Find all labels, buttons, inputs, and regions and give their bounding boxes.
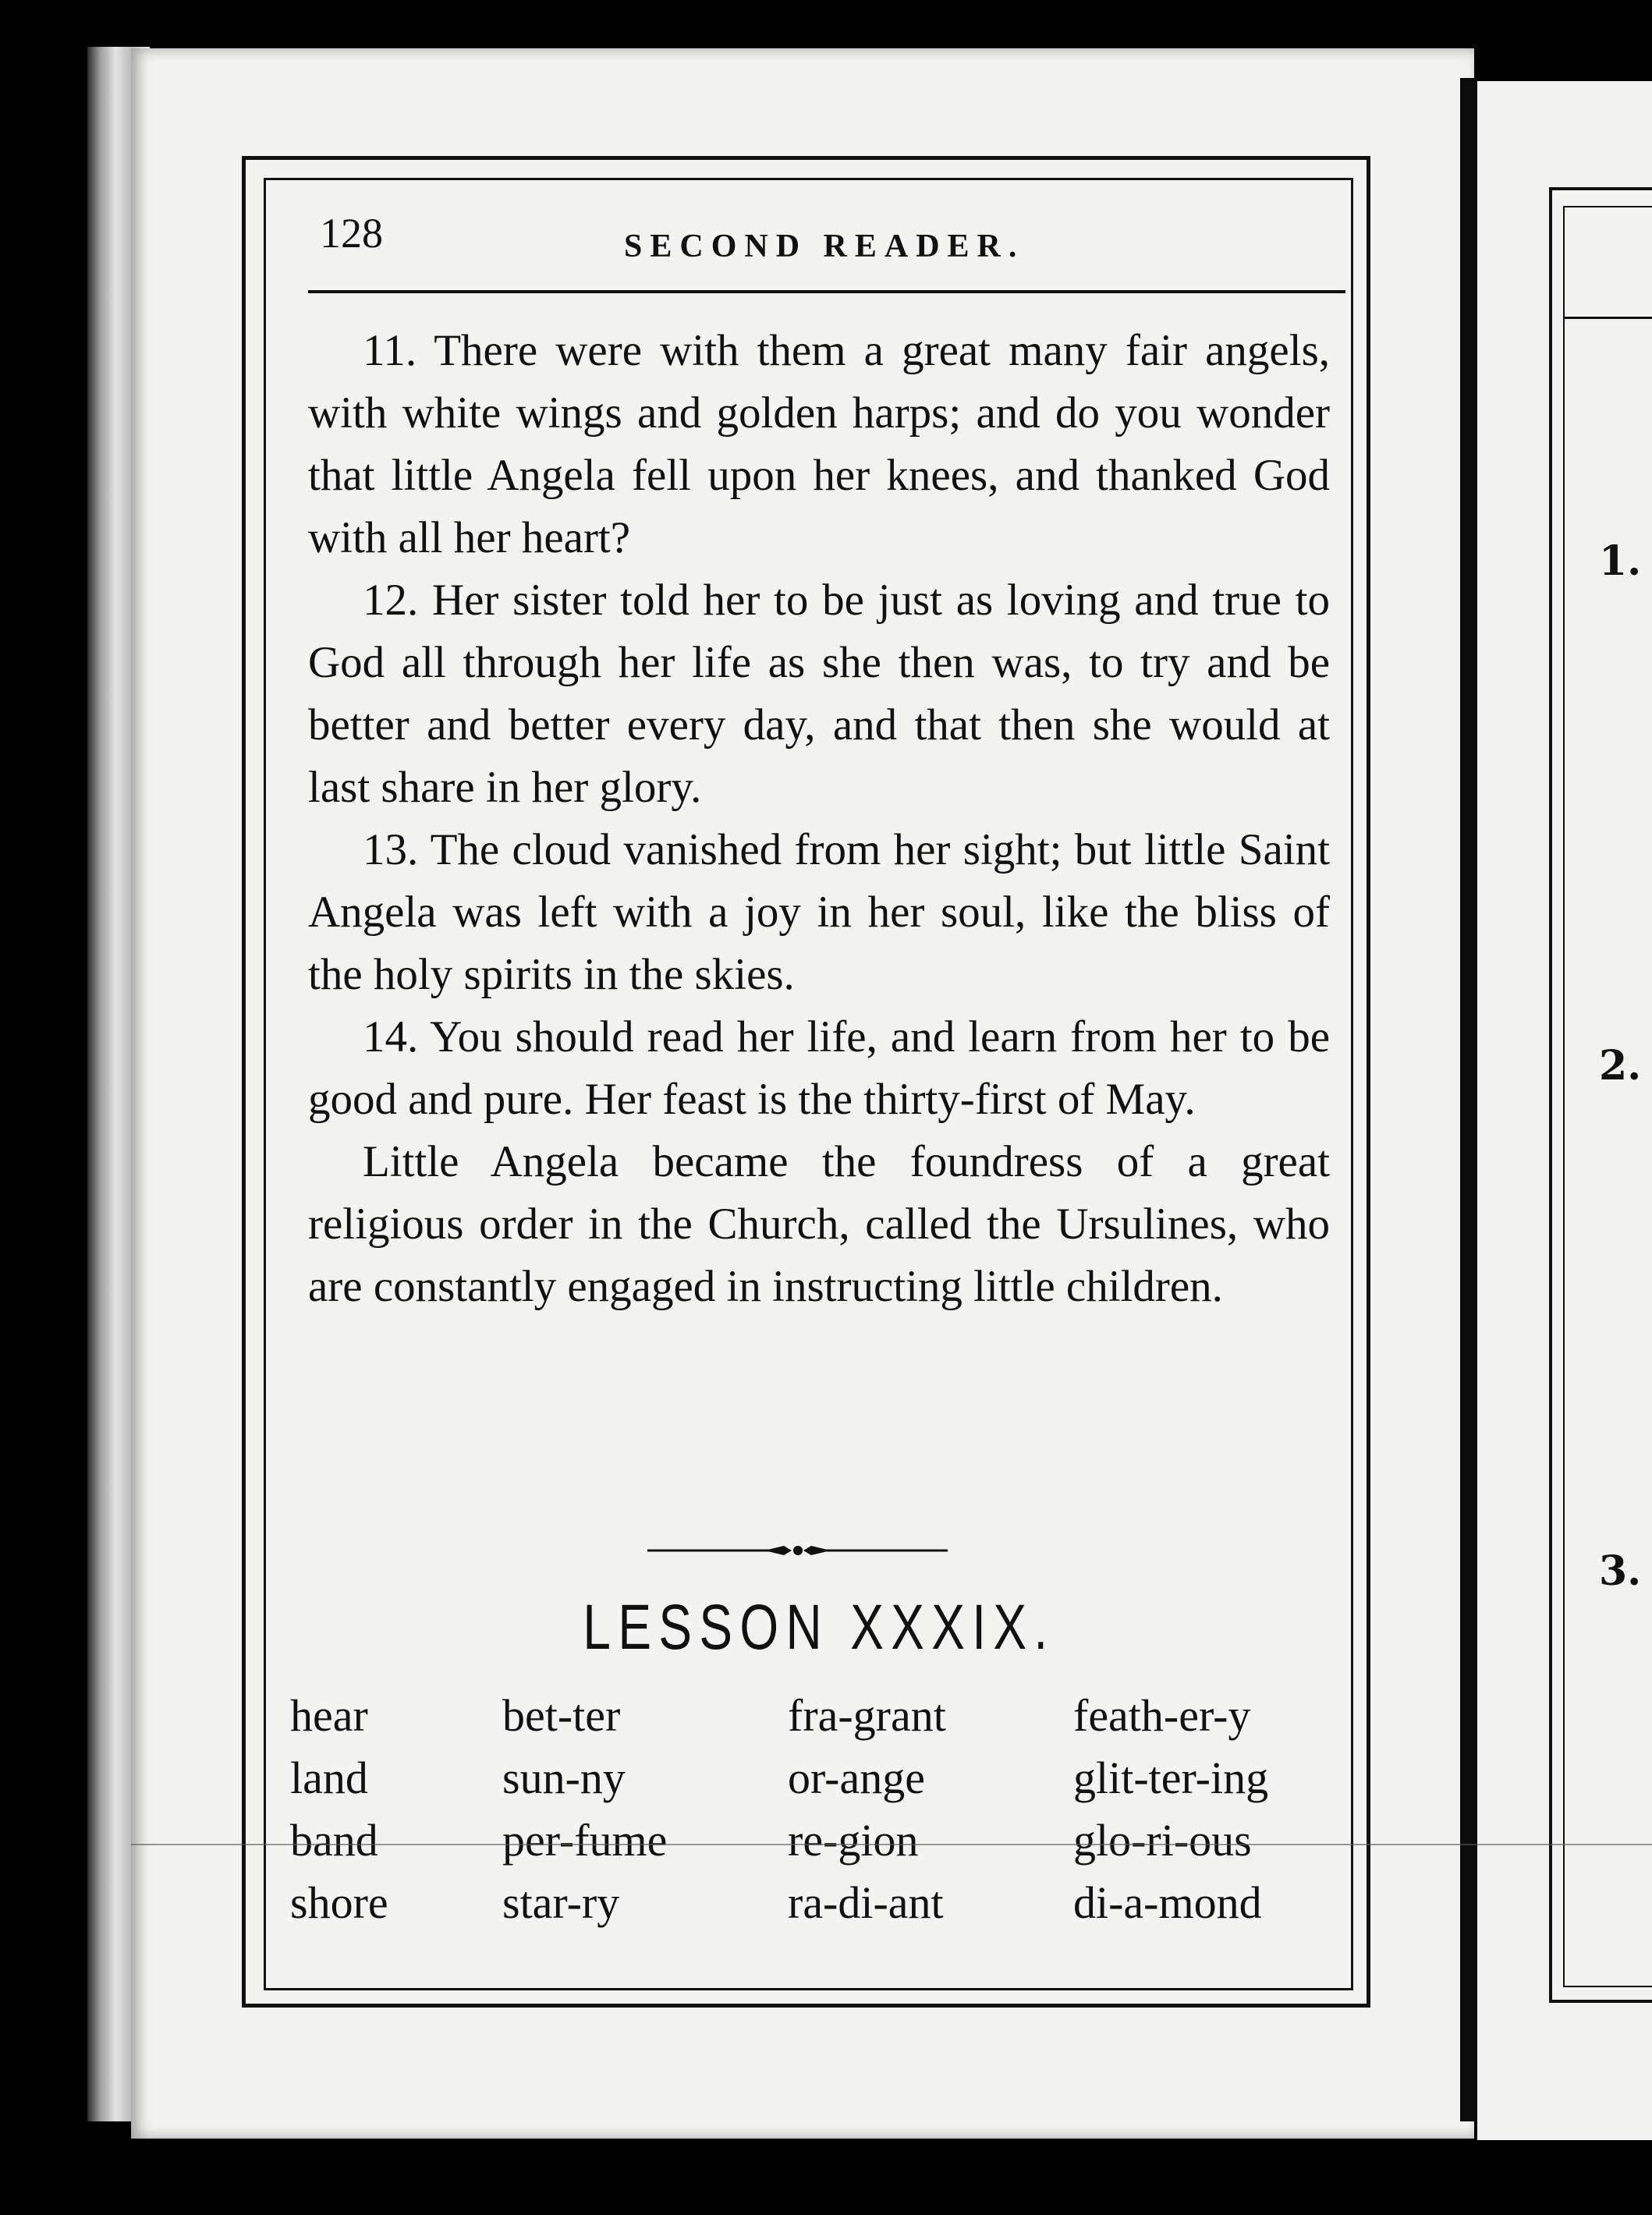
spelling-word: hear — [290, 1690, 368, 1741]
spelling-word: ra-di-ant — [788, 1877, 944, 1928]
paragraph-closing: Little Angela became the foundress of a great religious order in the Church, called the Ursulines, who are constantly engaged in instructing little children. — [308, 1137, 1330, 1311]
right-page-head-rule — [1563, 317, 1652, 319]
spelling-word: feath-er-y — [1073, 1690, 1251, 1741]
spelling-word: land — [290, 1753, 368, 1803]
right-page — [1477, 81, 1652, 2140]
paragraph-13: 13. The cloud vanished from her sight; but little Saint Angela was left with a joy in her soul, like the bliss of the holy spirits in the skies. — [308, 825, 1330, 999]
right-page-item-number: 3. — [1599, 1547, 1642, 1595]
spelling-word: sun-ny — [502, 1753, 626, 1803]
spelling-word: di-a-mond — [1073, 1877, 1262, 1928]
header-rule — [308, 290, 1345, 293]
page-gutter — [1460, 78, 1477, 2121]
word-column-4 — [1073, 1685, 1335, 1934]
lesson-title: LESSON XXXIX. — [583, 1592, 1055, 1663]
spelling-word: band — [290, 1815, 378, 1866]
paragraph-14: 14. You should read her life, and learn from her to be good and pure. Her feast is the thirty-first of May. — [308, 1012, 1330, 1124]
spelling-word: or-ange — [788, 1753, 925, 1803]
right-page-frame-inner — [1563, 206, 1652, 1987]
word-column-3 — [788, 1685, 1073, 1934]
scan-artifact-line — [131, 1844, 1652, 1845]
spelling-word: star-ry — [502, 1877, 620, 1928]
right-page-item-number: 2. — [1599, 1042, 1642, 1090]
spelling-word: fra-grant — [788, 1690, 946, 1741]
paragraph-12: 12. Her sister told her to be just as loving and true to God all through her life as she then was, to try and be better and better every day, and that then she would at last share in her glory. — [308, 576, 1330, 812]
spelling-word: glit-ter-ing — [1073, 1753, 1269, 1803]
paragraph-11: 11. There were with them a great many fair angels, with white wings and golden harps; and do you wonder that little Angela fell upon her knees, and thanked God with all her heart? — [308, 326, 1330, 562]
spelling-word: per-fume — [502, 1815, 668, 1866]
spelling-word: glo-ri-ous — [1073, 1815, 1252, 1866]
word-column-1 — [290, 1685, 502, 1934]
spelling-word: shore — [290, 1877, 388, 1928]
spelling-word: bet-ter — [502, 1690, 621, 1741]
running-head: SECOND READER. — [624, 229, 1025, 264]
section-divider-ornament — [647, 1541, 948, 1560]
word-column-2 — [502, 1685, 788, 1934]
page-number: 128 — [320, 210, 383, 257]
right-page-item-number: 1. — [1599, 537, 1642, 585]
body-text — [308, 320, 1330, 1318]
spelling-word: re-gion — [788, 1815, 919, 1866]
spelling-word-list — [290, 1685, 1335, 1934]
